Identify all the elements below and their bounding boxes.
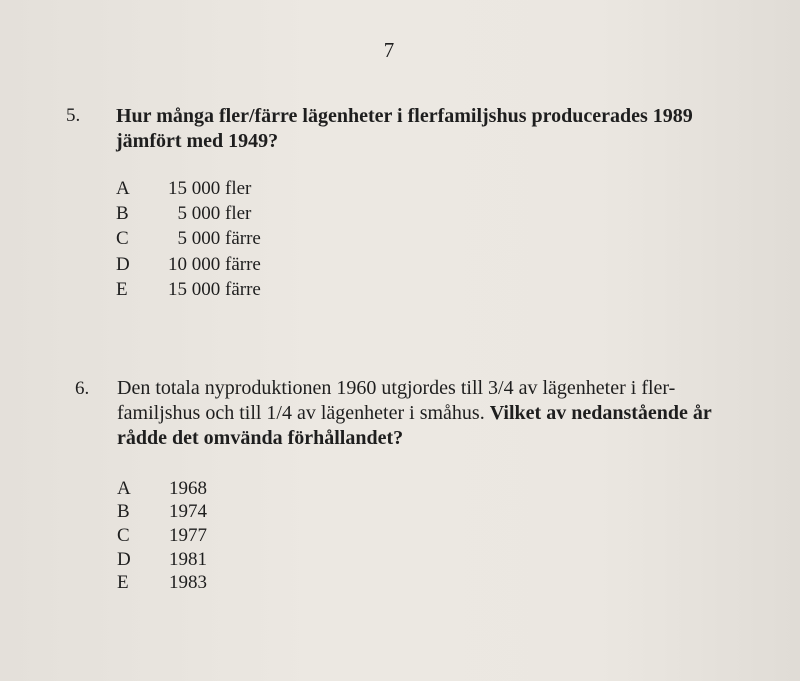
option-value: 15 000 färre	[168, 279, 261, 301]
option-value: 5 000 fler	[168, 203, 252, 225]
question-6-text	[117, 376, 717, 451]
option-value: 15 000 fler	[168, 177, 252, 199]
option-value: 5 000 färre	[168, 228, 261, 250]
option-letter: B	[117, 501, 130, 523]
option-letter: C	[116, 228, 129, 250]
option-value: 1968	[169, 477, 207, 499]
option-letter: A	[116, 177, 130, 199]
option-letter: E	[117, 572, 129, 594]
question-6-plain-text: Den totala nyproduktionen 1960 utgjordes till 3/4 av lägenheter i fler-familjshus och till 1/4 av lägenheter i småhus.	[117, 377, 676, 424]
option-item	[116, 227, 288, 252]
option-letter: D	[117, 548, 131, 570]
option-item	[117, 548, 207, 572]
option-value: 1974	[169, 501, 207, 523]
option-letter: C	[117, 524, 130, 546]
question-5-options	[116, 176, 288, 303]
option-item	[117, 571, 207, 595]
question-5-number: 5.	[66, 105, 81, 126]
page-number: 7	[383, 38, 395, 62]
option-item	[117, 477, 207, 501]
option-letter: D	[116, 253, 130, 275]
option-value: 1981	[169, 548, 207, 570]
question-6-number: 6.	[75, 378, 90, 399]
question-5-bold-text: Hur många fler/färre lägenheter i flerfamiljshus producerades 1989 jämfört med 1949?	[116, 105, 693, 152]
option-item	[116, 278, 288, 303]
option-letter: B	[116, 203, 129, 225]
question-6-bold-text: Vilket av nedanstående år rådde det omvända förhållandet?	[117, 402, 712, 449]
option-value: 10 000 färre	[168, 253, 261, 275]
question-5-text	[116, 104, 736, 154]
option-item	[116, 176, 288, 201]
question-6-options	[117, 477, 207, 595]
option-item	[116, 201, 288, 226]
option-value: 1983	[169, 572, 207, 594]
option-letter: E	[116, 279, 128, 301]
option-value: 1977	[169, 524, 207, 546]
option-item	[117, 501, 207, 525]
option-item	[116, 252, 288, 277]
option-letter: A	[117, 477, 131, 499]
option-item	[117, 524, 207, 548]
